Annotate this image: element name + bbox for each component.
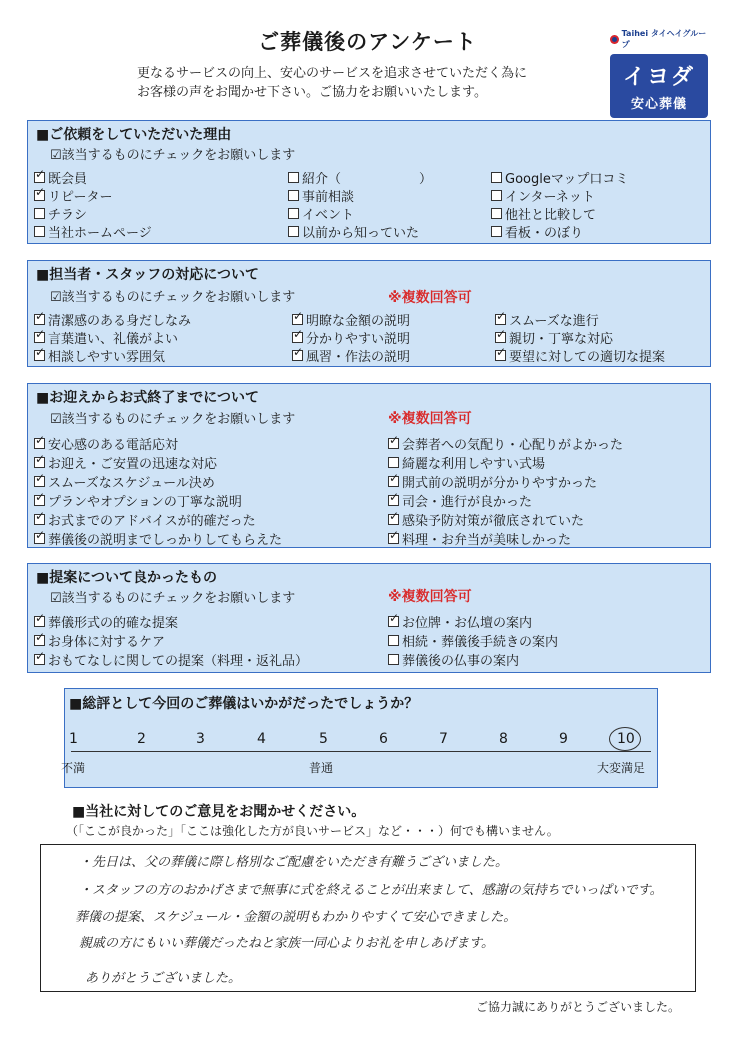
option-item[interactable] <box>34 453 217 472</box>
comment-line: ・先日は、父の葬儀に際し格別なご配慮をいただき有難うございました。 <box>79 855 509 870</box>
option-item[interactable] <box>491 168 628 187</box>
checkbox[interactable] <box>34 438 45 449</box>
option-label: 親切・丁寧な対応 <box>509 332 614 347</box>
rating-option-8[interactable]: 8 <box>499 731 508 747</box>
option-label: 以前から知っていた <box>302 226 420 241</box>
checkbox[interactable] <box>292 332 303 343</box>
option-label: お迎え・ご安置の迅速な対応 <box>48 457 218 472</box>
checkbox[interactable] <box>34 172 45 183</box>
option-item[interactable] <box>34 529 282 548</box>
option-label: お式までのアドバイスが的確だった <box>48 514 256 529</box>
rating-scale-line <box>71 751 651 752</box>
checkbox[interactable] <box>388 438 399 449</box>
rating-option-9[interactable]: 9 <box>559 731 568 747</box>
option-label: 葬儀形式の的確な提案 <box>48 616 179 631</box>
option-item[interactable] <box>34 186 112 205</box>
option-label: 既会員 <box>48 172 88 187</box>
footer-thanks: ご協力誠にありがとうございました。 <box>476 1000 681 1014</box>
option-item[interactable] <box>34 204 87 223</box>
checkbox[interactable] <box>495 350 506 361</box>
option-item[interactable] <box>292 310 410 329</box>
comment-line: ・スタッフの方のおかげさまで無事に式を終えることが出来まして、感謝の気持ちでいっぱいです。 <box>79 883 663 898</box>
multiple-answers-note: ※複数回答可 <box>388 411 472 427</box>
option-item[interactable] <box>388 612 532 631</box>
section-note: ☑該当するものにチェックをお願いします <box>50 591 296 606</box>
option-item[interactable] <box>388 434 623 453</box>
option-item[interactable] <box>491 186 595 205</box>
group-mark <box>610 28 710 50</box>
option-label: 清潔感のある身だしなみ <box>48 314 192 329</box>
rating-option-4[interactable]: 4 <box>257 731 266 747</box>
checkbox[interactable] <box>292 350 303 361</box>
rating-mid-label: 普通 <box>309 761 334 775</box>
option-item[interactable] <box>288 168 432 187</box>
section-note: ☑該当するものにチェックをお願いします <box>50 290 296 305</box>
option-label: お位牌・お仏壇の案内 <box>402 616 533 631</box>
checkbox[interactable] <box>388 514 399 525</box>
intro-line-2: お客様の声をお聞かせ下さい。ご協力をお願いいたします。 <box>137 85 487 100</box>
section-note: ☑該当するものにチェックをお願いします <box>50 412 296 427</box>
opinion-subtitle: （「ここが良かった」「ここは強化した方が良いサービス」など・・・）何でも構いません。 <box>66 824 559 838</box>
option-item[interactable] <box>34 346 165 365</box>
option-item[interactable] <box>34 472 215 491</box>
group-name: Taihei タイヘイグループ <box>621 29 707 49</box>
checkbox[interactable] <box>34 616 45 627</box>
checkbox[interactable] <box>34 654 45 665</box>
option-label: リピーター <box>48 190 113 205</box>
brand-name: イヨダ <box>622 65 695 90</box>
option-item[interactable] <box>34 491 242 510</box>
checkbox[interactable] <box>34 533 45 544</box>
intro-line-1: 更なるサービスの向上、安心のサービスを追求させていただく為に <box>137 66 528 81</box>
section-title: ■ご依頼をしていただいた理由 <box>36 127 232 143</box>
option-label: スムーズな進行 <box>509 314 599 329</box>
option-label: 紹介（ ） <box>302 172 433 187</box>
option-label: 事前相談 <box>302 190 355 205</box>
option-item[interactable] <box>491 222 583 241</box>
option-label: 安心感のある電話応対 <box>48 438 179 453</box>
option-label: 葬儀後の仏事の案内 <box>402 654 520 669</box>
checkbox[interactable] <box>34 208 45 219</box>
checkbox[interactable] <box>491 172 502 183</box>
option-item[interactable] <box>34 310 191 329</box>
option-label: プランやオプションの丁寧な説明 <box>48 495 242 510</box>
checkbox[interactable] <box>495 332 506 343</box>
option-item[interactable] <box>491 204 596 223</box>
section-service <box>27 383 711 548</box>
section-title: ■お迎えからお式終了までについて <box>36 390 259 406</box>
rating-option-6[interactable]: 6 <box>379 731 388 747</box>
checkbox[interactable] <box>288 208 299 219</box>
brand-box <box>610 54 708 118</box>
checkbox[interactable] <box>388 457 399 468</box>
option-item[interactable] <box>495 328 613 347</box>
checkbox[interactable] <box>34 514 45 525</box>
taihei-mark-icon <box>610 35 619 44</box>
rating-option-3[interactable]: 3 <box>196 731 205 747</box>
checkbox[interactable] <box>34 635 45 646</box>
option-label: 司会・進行が良かった <box>402 495 533 510</box>
option-item[interactable] <box>388 491 532 510</box>
section-note: ☑該当するものにチェックをお願いします <box>50 148 296 163</box>
option-label: おもてなしに関しての提案（料理・返礼品） <box>48 654 309 669</box>
option-label: 言葉遣い、礼儀がよい <box>48 332 179 347</box>
rating-option-5[interactable]: 5 <box>319 731 328 747</box>
option-item[interactable] <box>288 222 419 241</box>
checkbox[interactable] <box>388 635 399 646</box>
checkbox[interactable] <box>491 226 502 237</box>
checkbox[interactable] <box>388 654 399 665</box>
checkbox[interactable] <box>388 616 399 627</box>
checkbox[interactable] <box>288 226 299 237</box>
checkbox[interactable] <box>491 190 502 201</box>
rating-low-label: 不満 <box>61 761 86 775</box>
checkbox[interactable] <box>495 314 506 325</box>
checkbox[interactable] <box>34 457 45 468</box>
option-label: 綺麗な利用しやすい式場 <box>402 457 546 472</box>
checkbox[interactable] <box>388 495 399 506</box>
option-item[interactable] <box>34 650 308 669</box>
rating-high-label: 大変満足 <box>597 761 646 775</box>
option-label: チラシ <box>48 208 88 223</box>
selected-rating-circle <box>609 727 641 751</box>
option-item[interactable] <box>495 310 599 329</box>
option-item[interactable] <box>288 204 354 223</box>
option-item[interactable] <box>34 434 178 453</box>
section-title: ■提案について良かったもの <box>36 570 217 586</box>
option-item[interactable] <box>292 346 410 365</box>
option-item[interactable] <box>388 453 545 472</box>
rating-option-1[interactable]: 1 <box>69 731 78 747</box>
comment-line: ありがとうございました。 <box>85 971 242 986</box>
checkbox[interactable] <box>292 314 303 325</box>
checkbox[interactable] <box>288 172 299 183</box>
option-item[interactable] <box>388 472 597 491</box>
checkbox[interactable] <box>34 495 45 506</box>
checkbox[interactable] <box>491 208 502 219</box>
option-item[interactable] <box>388 510 584 529</box>
option-item[interactable] <box>388 650 519 669</box>
comment-box[interactable] <box>40 844 696 992</box>
rating-option-2[interactable]: 2 <box>137 731 146 747</box>
option-label: 葬儀後の説明までしっかりしてもらえた <box>48 533 283 548</box>
checkbox[interactable] <box>34 226 45 237</box>
checkbox[interactable] <box>34 332 45 343</box>
option-label: お身体に対するケア <box>48 635 166 650</box>
option-item[interactable] <box>288 186 354 205</box>
option-label: 感染予防対策が徹底されていた <box>402 514 585 529</box>
checkbox[interactable] <box>288 190 299 201</box>
option-item[interactable] <box>34 631 165 650</box>
option-label: 開式前の説明が分かりやすかった <box>402 476 598 491</box>
comment-line: 葬儀の提案、スケジュール・金額の説明もわかりやすくて安心できました。 <box>75 910 517 925</box>
option-label: 会葬者への気配り・心配りがよかった <box>402 438 624 453</box>
option-item[interactable] <box>388 529 571 548</box>
option-label: スムーズなスケジュール決め <box>48 476 215 491</box>
option-item[interactable] <box>34 328 178 347</box>
rating-option-7[interactable]: 7 <box>439 731 448 747</box>
option-label: 料理・お弁当が美味しかった <box>402 533 572 548</box>
option-item[interactable] <box>34 612 178 631</box>
rating-title: ■総評として今回のご葬儀はいかがだったでしょうか？ <box>69 696 419 712</box>
option-label: インターネット <box>505 190 595 205</box>
section-proposal <box>27 563 711 673</box>
section-rating <box>61 688 658 788</box>
option-item[interactable] <box>292 328 410 347</box>
page-title: ご葬儀後のアンケート <box>258 30 477 54</box>
checkbox[interactable] <box>388 476 399 487</box>
option-label: イベント <box>302 208 355 223</box>
checkbox[interactable] <box>34 350 45 361</box>
company-logo <box>610 28 710 110</box>
option-label: 明瞭な金額の説明 <box>306 314 411 329</box>
option-label: 他社と比較して <box>505 208 597 223</box>
option-label: 風習・作法の説明 <box>306 350 411 365</box>
comment-line: 親戚の方にもいい葬儀だったねと家族一同心よりお礼を申しあげます。 <box>79 936 494 951</box>
section-reason <box>27 120 711 244</box>
option-item[interactable] <box>34 222 152 241</box>
option-item[interactable] <box>495 346 665 365</box>
opinion-title: ■当社に対してのご意見をお聞かせください。 <box>72 804 366 820</box>
option-label: 看板・のぼり <box>505 226 584 241</box>
checkbox[interactable] <box>34 314 45 325</box>
checkbox[interactable] <box>34 476 45 487</box>
rating-option-10[interactable]: 10 <box>617 731 635 747</box>
intro-text <box>137 64 607 102</box>
option-label: Googleマップ口コミ <box>505 172 629 187</box>
option-label: 要望に対しての適切な提案 <box>509 350 666 365</box>
section-staff <box>27 260 711 367</box>
checkbox[interactable] <box>388 533 399 544</box>
option-label: 当社ホームページ <box>48 226 152 241</box>
option-label: 相談しやすい雰囲気 <box>48 350 166 365</box>
multiple-answers-note: ※複数回答可 <box>388 290 472 306</box>
option-label: 分かりやすい説明 <box>306 332 411 347</box>
section-title: ■担当者・スタッフの対応について <box>36 267 259 283</box>
option-item[interactable] <box>34 510 256 529</box>
checkbox[interactable] <box>34 190 45 201</box>
brand-tagline: 安心葬儀 <box>630 97 687 112</box>
option-item[interactable] <box>388 631 558 650</box>
option-label: 相続・葬儀後手続きの案内 <box>402 635 559 650</box>
multiple-answers-note: ※複数回答可 <box>388 589 472 605</box>
